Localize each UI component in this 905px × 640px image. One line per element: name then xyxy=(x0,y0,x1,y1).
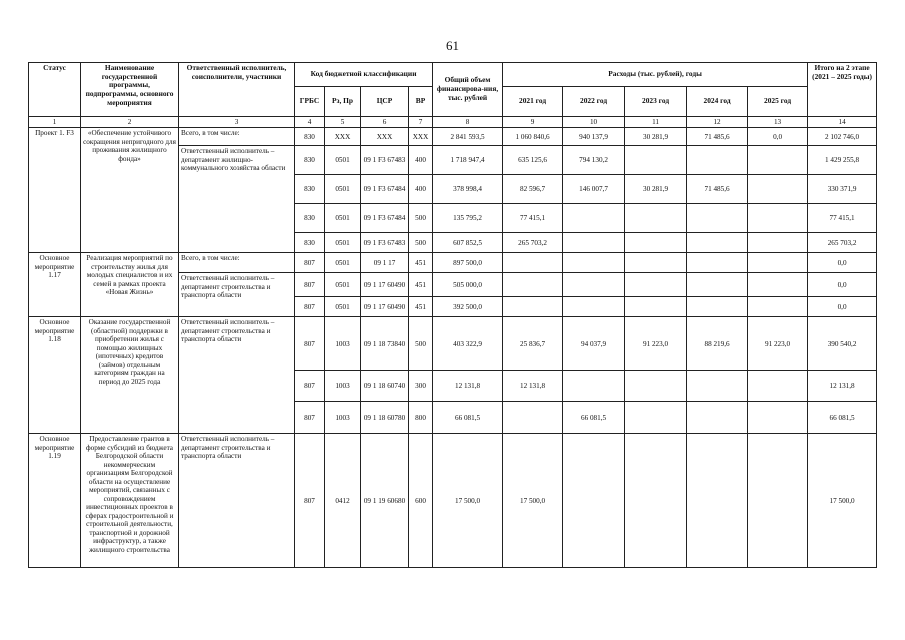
cell-csr: 09 1 F3 67484 xyxy=(361,204,409,233)
cell-vr: 400 xyxy=(409,146,433,175)
cell-vr: 500 xyxy=(409,233,433,253)
header-name: Наименование государственной программы, подпрограммы, основного мероприятия xyxy=(81,63,179,117)
cell-y3 xyxy=(625,204,687,233)
cell-y1 xyxy=(503,297,563,317)
cell-total: 378 998,4 xyxy=(433,175,503,204)
cell-sum: 0,0 xyxy=(808,253,877,273)
program-name-cell: Предоставление грантов в форме субсидий из бюджета Белгородской области некоммерческим организациям Белгородской области на осуществление мероприятий, связанных с сопровождением инвестиционных проектов в сферах градостроительной и строительной деятельности, транспортной и дорожной инфраструктур, а также жилищного строительства xyxy=(81,434,179,568)
cell-rz: 1003 xyxy=(325,317,361,371)
column-number: 13 xyxy=(748,117,808,128)
cell-y2 xyxy=(563,297,625,317)
cell-y3 xyxy=(625,434,687,568)
cell-total: 607 852,5 xyxy=(433,233,503,253)
cell-y1: 635 125,6 xyxy=(503,146,563,175)
cell-total: 12 131,8 xyxy=(433,371,503,402)
table-row xyxy=(29,253,877,273)
status-cell: Основное мероприятие 1.18 xyxy=(29,317,81,434)
column-number: 1 xyxy=(29,117,81,128)
cell-sum: 77 415,1 xyxy=(808,204,877,233)
cell-vr: 451 xyxy=(409,273,433,297)
program-name-cell: Реализация мероприятий по строительству жилья для молодых специалистов и их семей в рамках проекта «Новая Жизнь» xyxy=(81,253,179,317)
cell-grbs: 807 xyxy=(295,297,325,317)
cell-y4 xyxy=(687,146,748,175)
column-number: 11 xyxy=(625,117,687,128)
header-2023: 2023 год xyxy=(625,87,687,117)
cell-rz: XXX xyxy=(325,128,361,146)
column-number: 6 xyxy=(361,117,409,128)
cell-vr: XXX xyxy=(409,128,433,146)
header-2022: 2022 год xyxy=(563,87,625,117)
cell-y5 xyxy=(748,175,808,204)
column-number: 8 xyxy=(433,117,503,128)
cell-y4 xyxy=(687,371,748,402)
cell-rz: 1003 xyxy=(325,371,361,402)
column-number: 4 xyxy=(295,117,325,128)
header-2021: 2021 год xyxy=(503,87,563,117)
column-number: 12 xyxy=(687,117,748,128)
cell-grbs: 830 xyxy=(295,146,325,175)
cell-vr: 451 xyxy=(409,297,433,317)
cell-y3 xyxy=(625,402,687,434)
cell-grbs: 807 xyxy=(295,273,325,297)
cell-y2 xyxy=(563,273,625,297)
cell-y5: 0,0 xyxy=(748,128,808,146)
cell-total: 2 841 593,5 xyxy=(433,128,503,146)
cell-sum: 12 131,8 xyxy=(808,371,877,402)
cell-y5: 91 223,0 xyxy=(748,317,808,371)
cell-total: 66 081,5 xyxy=(433,402,503,434)
cell-sum: 390 540,2 xyxy=(808,317,877,371)
header-rz-pr: Рз, Пр xyxy=(325,87,361,117)
cell-rz: 0501 xyxy=(325,233,361,253)
responsible-cell: Всего, в том числе: xyxy=(179,253,295,273)
column-numbers-row xyxy=(29,117,877,128)
cell-y4 xyxy=(687,204,748,233)
table-body xyxy=(29,128,877,568)
cell-grbs: 807 xyxy=(295,317,325,371)
cell-grbs: 807 xyxy=(295,253,325,273)
cell-y5 xyxy=(748,146,808,175)
cell-sum: 0,0 xyxy=(808,273,877,297)
cell-rz: 0501 xyxy=(325,175,361,204)
responsible-cell: Ответственный исполнитель – департамент строительства и транспорта области xyxy=(179,317,295,434)
table-row xyxy=(29,317,877,371)
cell-y5 xyxy=(748,434,808,568)
cell-csr: 09 1 18 60740 xyxy=(361,371,409,402)
header-expenses: Расходы (тыс. рублей), годы xyxy=(503,63,808,87)
cell-total: 897 500,0 xyxy=(433,253,503,273)
cell-sum: 0,0 xyxy=(808,297,877,317)
cell-sum: 265 703,2 xyxy=(808,233,877,253)
cell-y4 xyxy=(687,402,748,434)
column-number: 2 xyxy=(81,117,179,128)
cell-y1 xyxy=(503,253,563,273)
status-cell: Проект 1. F3 xyxy=(29,128,81,253)
cell-y5 xyxy=(748,204,808,233)
cell-grbs: 807 xyxy=(295,434,325,568)
cell-vr: 300 xyxy=(409,371,433,402)
column-number: 14 xyxy=(808,117,877,128)
header-2025: 2025 год xyxy=(748,87,808,117)
responsible-cell: Всего, в том числе: xyxy=(179,128,295,146)
cell-grbs: 830 xyxy=(295,204,325,233)
cell-csr: 09 1 17 xyxy=(361,253,409,273)
program-name-cell: «Обеспечение устойчивого сокращения непригодного для проживания жилищного фонда» xyxy=(81,128,179,253)
cell-y2: 94 037,9 xyxy=(563,317,625,371)
cell-y3 xyxy=(625,146,687,175)
cell-csr: 09 1 17 60490 xyxy=(361,273,409,297)
page-number: 61 xyxy=(446,38,459,53)
cell-y2: 66 081,5 xyxy=(563,402,625,434)
cell-y5 xyxy=(748,371,808,402)
cell-total: 135 795,2 xyxy=(433,204,503,233)
cell-y3 xyxy=(625,273,687,297)
table-row xyxy=(29,434,877,568)
cell-y2: 146 007,7 xyxy=(563,175,625,204)
cell-y1: 1 060 840,6 xyxy=(503,128,563,146)
cell-y1: 265 703,2 xyxy=(503,233,563,253)
cell-sum: 17 500,0 xyxy=(808,434,877,568)
cell-y5 xyxy=(748,402,808,434)
cell-y1 xyxy=(503,273,563,297)
column-number: 5 xyxy=(325,117,361,128)
cell-vr: 800 xyxy=(409,402,433,434)
cell-y3: 91 223,0 xyxy=(625,317,687,371)
cell-y3 xyxy=(625,371,687,402)
cell-vr: 500 xyxy=(409,317,433,371)
cell-y5 xyxy=(748,273,808,297)
cell-y2: 940 137,9 xyxy=(563,128,625,146)
header-responsible: Ответственный исполнитель, соисполнители, участники xyxy=(179,63,295,117)
cell-y5 xyxy=(748,233,808,253)
cell-y2 xyxy=(563,204,625,233)
cell-rz: 0501 xyxy=(325,253,361,273)
header-grbs: ГРБС xyxy=(295,87,325,117)
cell-y2 xyxy=(563,371,625,402)
cell-y2 xyxy=(563,434,625,568)
cell-y5 xyxy=(748,253,808,273)
cell-grbs: 807 xyxy=(295,371,325,402)
cell-y4: 88 219,6 xyxy=(687,317,748,371)
cell-csr: 09 1 19 60680 xyxy=(361,434,409,568)
cell-y4 xyxy=(687,233,748,253)
header-total-funding: Общий объем финансирова-ния, тыс. рублей xyxy=(433,63,503,117)
cell-y4: 71 485,6 xyxy=(687,175,748,204)
cell-grbs: 830 xyxy=(295,175,325,204)
responsible-cell: Ответственный исполнитель – департамент жилищно-коммунального хозяйства области xyxy=(179,146,295,253)
header-csr: ЦСР xyxy=(361,87,409,117)
cell-sum: 1 429 255,8 xyxy=(808,146,877,175)
table-row xyxy=(29,128,877,146)
cell-csr: 09 1 18 60780 xyxy=(361,402,409,434)
cell-y1: 77 415,1 xyxy=(503,204,563,233)
cell-total: 505 000,0 xyxy=(433,273,503,297)
column-number: 10 xyxy=(563,117,625,128)
cell-y3 xyxy=(625,253,687,273)
program-name-cell: Оказание государственной (областной) поддержки в приобретении жилья с помощью жилищных (ипотечных) кредитов (займов) отдельным категориям граждан на период до 2025 года xyxy=(81,317,179,434)
cell-y1 xyxy=(503,402,563,434)
cell-total: 392 500,0 xyxy=(433,297,503,317)
cell-rz: 1003 xyxy=(325,402,361,434)
cell-y1: 17 500,0 xyxy=(503,434,563,568)
cell-grbs: 830 xyxy=(295,233,325,253)
header-status: Статус xyxy=(29,63,81,117)
cell-rz: 0501 xyxy=(325,146,361,175)
cell-y1: 82 596,7 xyxy=(503,175,563,204)
column-number: 7 xyxy=(409,117,433,128)
cell-total: 1 718 947,4 xyxy=(433,146,503,175)
cell-csr: 09 1 F3 67483 xyxy=(361,233,409,253)
cell-y4: 71 485,6 xyxy=(687,128,748,146)
cell-y5 xyxy=(748,297,808,317)
responsible-cell: Ответственный исполнитель – департамент строительства и транспорта области xyxy=(179,434,295,568)
cell-vr: 600 xyxy=(409,434,433,568)
cell-y3 xyxy=(625,297,687,317)
header-total-stage2: Итого на 2 этапе (2021 – 2025 годы) xyxy=(808,63,877,117)
budget-table xyxy=(28,62,877,568)
cell-rz: 0412 xyxy=(325,434,361,568)
cell-total: 17 500,0 xyxy=(433,434,503,568)
cell-vr: 451 xyxy=(409,253,433,273)
cell-y3: 30 281,9 xyxy=(625,128,687,146)
cell-y1: 25 836,7 xyxy=(503,317,563,371)
cell-y3 xyxy=(625,233,687,253)
column-number: 9 xyxy=(503,117,563,128)
header-2024: 2024 год xyxy=(687,87,748,117)
responsible-cell: Ответственный исполнитель – департамент строительства и транспорта области xyxy=(179,273,295,317)
cell-rz: 0501 xyxy=(325,204,361,233)
status-cell: Основное мероприятие 1.17 xyxy=(29,253,81,317)
cell-y2: 794 130,2 xyxy=(563,146,625,175)
cell-y2 xyxy=(563,233,625,253)
cell-y2 xyxy=(563,253,625,273)
column-number: 3 xyxy=(179,117,295,128)
header-budget-code: Код бюджетной классификации xyxy=(295,63,433,87)
cell-csr: 09 1 17 60490 xyxy=(361,297,409,317)
cell-rz: 0501 xyxy=(325,273,361,297)
cell-csr: XXX xyxy=(361,128,409,146)
cell-total: 403 322,9 xyxy=(433,317,503,371)
cell-csr: 09 1 18 73840 xyxy=(361,317,409,371)
cell-csr: 09 1 F3 67483 xyxy=(361,146,409,175)
cell-y4 xyxy=(687,297,748,317)
cell-rz: 0501 xyxy=(325,297,361,317)
cell-y1: 12 131,8 xyxy=(503,371,563,402)
cell-vr: 500 xyxy=(409,204,433,233)
status-cell: Основное мероприятие 1.19 xyxy=(29,434,81,568)
cell-sum: 330 371,9 xyxy=(808,175,877,204)
cell-grbs: 830 xyxy=(295,128,325,146)
header-vr: ВР xyxy=(409,87,433,117)
cell-y4 xyxy=(687,273,748,297)
cell-sum: 66 081,5 xyxy=(808,402,877,434)
cell-y4 xyxy=(687,253,748,273)
cell-sum: 2 102 746,0 xyxy=(808,128,877,146)
cell-y4 xyxy=(687,434,748,568)
cell-grbs: 807 xyxy=(295,402,325,434)
cell-y3: 30 281,9 xyxy=(625,175,687,204)
cell-vr: 400 xyxy=(409,175,433,204)
cell-csr: 09 1 F3 67484 xyxy=(361,175,409,204)
